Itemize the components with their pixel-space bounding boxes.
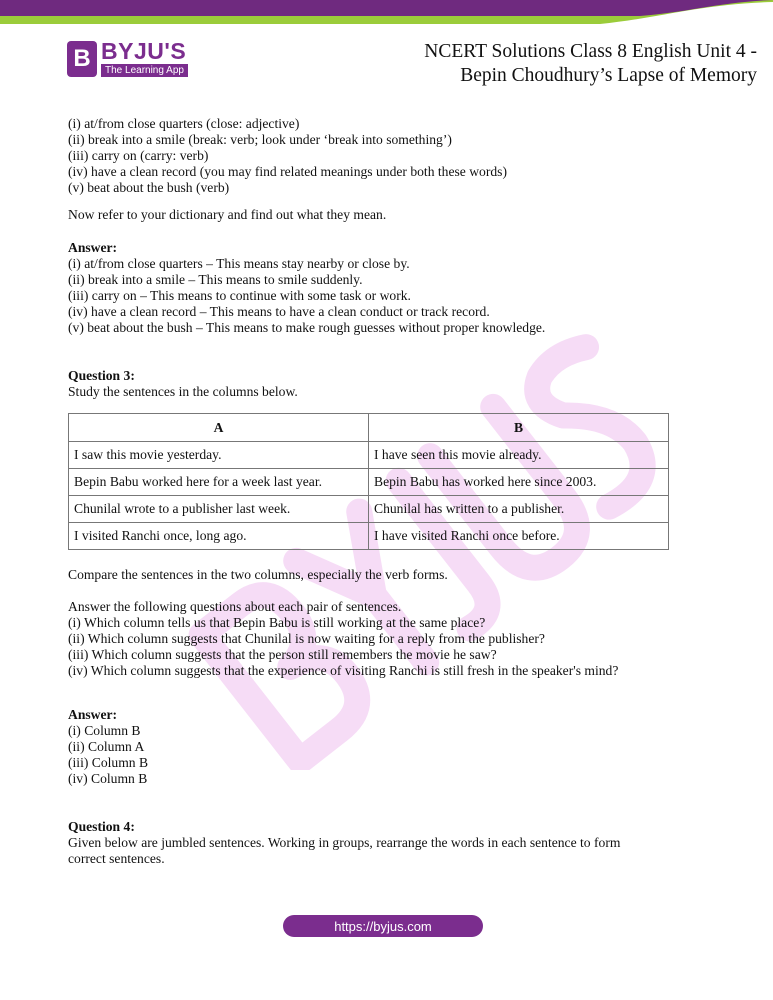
table-row (69, 469, 669, 496)
question-label: Question 3: (68, 368, 135, 383)
table-cell: I have visited Ranchi once before. (369, 523, 669, 550)
question-prompt: correct sentences. (68, 851, 165, 866)
list-item: (ii) break into a smile (break: verb; look under ‘break into something’) (68, 132, 452, 147)
list-item: (v) beat about the bush – This means to make rough guesses without proper knowledge. (68, 320, 546, 335)
list-item: (i) at/from close quarters – This means stay nearby or close by. (68, 256, 410, 271)
list-item: (iv) Column B (68, 771, 148, 786)
answer-block-2 (68, 707, 148, 787)
table-cell: Bepin Babu has worked here since 2003. (369, 469, 669, 496)
list-item: (iii) carry on – This means to continue with some task or work. (68, 288, 411, 303)
list-item: (ii) Which column suggests that Chunilal is now waiting for a reply from the publisher? (68, 631, 545, 646)
sentence-table (68, 413, 669, 550)
table-cell: Chunilal has written to a publisher. (369, 496, 669, 523)
byjus-logo (67, 40, 188, 77)
list-item: (iii) Column B (68, 755, 149, 770)
table-cell: I have seen this movie already. (369, 442, 669, 469)
list-item: (ii) Column A (68, 739, 145, 754)
instruction: Now refer to your dictionary and find out what they mean. (68, 207, 387, 222)
header-band (0, 0, 773, 28)
list-item: (v) beat about the bush (verb) (68, 180, 230, 195)
table-row (69, 442, 669, 469)
column-header-b: B (369, 414, 669, 442)
table-header-row (69, 414, 669, 442)
page-title (424, 40, 757, 88)
footer-url-link[interactable]: https://byjus.com (283, 915, 483, 937)
table-row (69, 496, 669, 523)
table-cell: Bepin Babu worked here for a week last year. (69, 469, 369, 496)
questions-intro: Answer the following questions about each pair of sentences. (68, 599, 402, 614)
phrase-list (68, 116, 507, 196)
question-prompt: Study the sentences in the columns below. (68, 384, 298, 399)
title-line-1: NCERT Solutions Class 8 English Unit 4 - (424, 41, 757, 62)
list-item: (ii) break into a smile – This means to smile suddenly. (68, 272, 363, 287)
list-item: (i) Column B (68, 723, 141, 738)
logo-tagline: The Learning App (101, 64, 188, 77)
question-prompt: Given below are jumbled sentences. Working in groups, rearrange the words in each sentence to form (68, 835, 621, 850)
question-list (68, 599, 618, 679)
logo-name: BYJU'S (101, 38, 187, 64)
list-item: (iv) have a clean record (you may find related meanings under both these words) (68, 164, 507, 179)
answer-block-1 (68, 240, 545, 336)
list-item: (i) at/from close quarters (close: adjective) (68, 116, 300, 131)
compare-text: Compare the sentences in the two columns, especially the verb forms. (68, 567, 448, 582)
table-cell: I saw this movie yesterday. (69, 442, 369, 469)
table-row (69, 523, 669, 550)
title-line-2: Bepin Choudhury’s Lapse of Memory (460, 65, 757, 86)
question-4 (68, 819, 620, 867)
list-item: (iv) Which column suggests that the experience of visiting Ranchi is still fresh in the speaker's mind? (68, 663, 619, 678)
answer-label: Answer: (68, 707, 118, 722)
list-item: (i) Which column tells us that Bepin Babu is still working at the same place? (68, 615, 486, 630)
table-cell: Chunilal wrote to a publisher last week. (69, 496, 369, 523)
logo-mark-icon: B (67, 41, 97, 77)
table-cell: I visited Ranchi once, long ago. (69, 523, 369, 550)
column-header-a: A (69, 414, 369, 442)
list-item: (iii) Which column suggests that the person still remembers the movie he saw? (68, 647, 497, 662)
question-3 (68, 368, 298, 400)
list-item: (iv) have a clean record – This means to have a clean conduct or track record. (68, 304, 490, 319)
answer-label: Answer: (68, 240, 118, 255)
list-item: (iii) carry on (carry: verb) (68, 148, 209, 163)
question-label: Question 4: (68, 819, 135, 834)
